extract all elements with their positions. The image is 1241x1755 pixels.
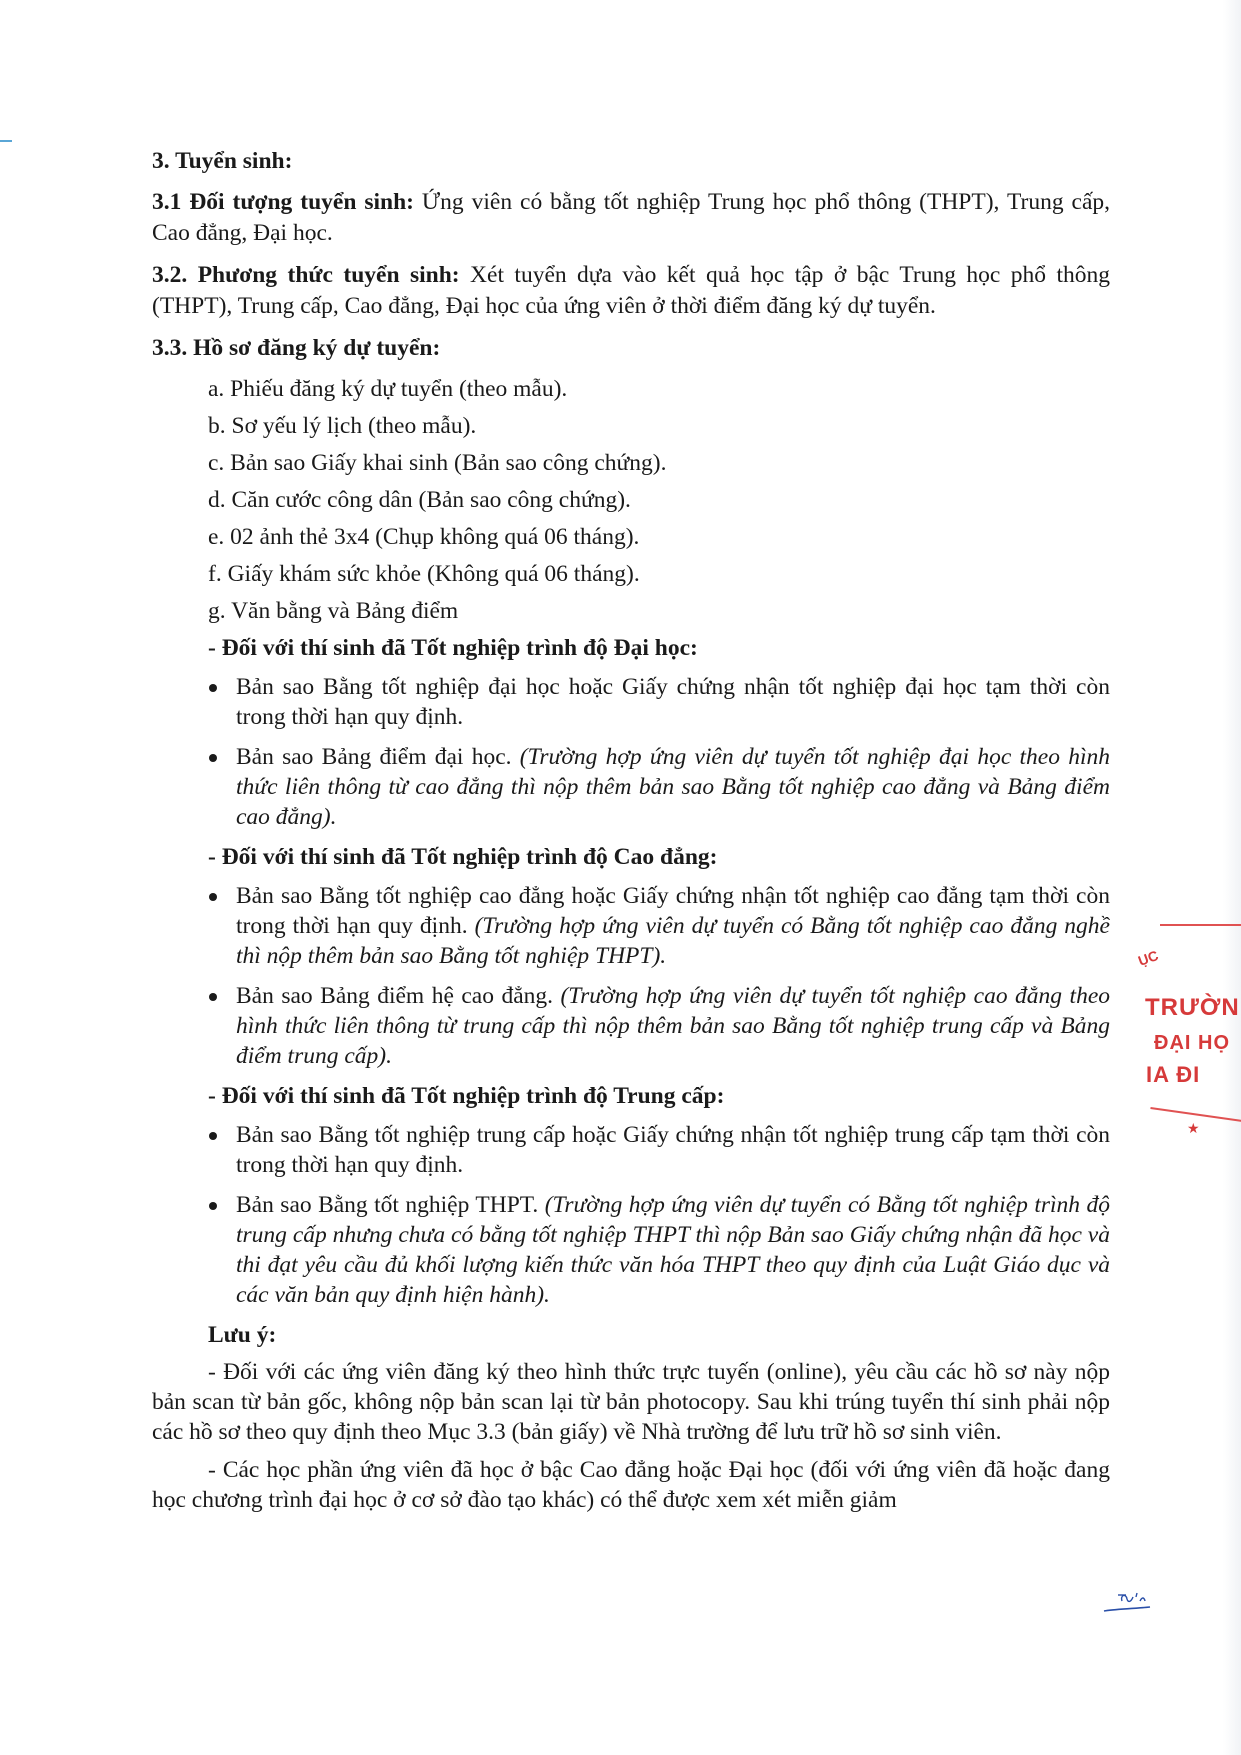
list-item: e. 02 ảnh thẻ 3x4 (Chụp không quá 06 tháng). xyxy=(208,524,640,550)
admission-target-paragraph xyxy=(152,187,1110,249)
official-stamp-fragment xyxy=(1130,910,1241,1150)
bullet-text: Bản sao Bảng điểm hệ cao đẳng. xyxy=(236,983,561,1009)
note-heading: Lưu ý: xyxy=(208,1322,277,1348)
admission-method-label: 3.2. Phương thức tuyển sinh: xyxy=(152,262,460,288)
college-heading: - Đối với thí sinh đã Tốt nghiệp trình độ Cao đẳng: xyxy=(208,844,718,870)
admission-method-text: Xét tuyển dựa vào kết quả học tập ở bậc Trung học phổ thông (THPT), Trung cấp, Cao đẳng, Đại học của ứng viên ở thời điểm đăng ký dự tuyển. xyxy=(152,262,1110,319)
admission-method-paragraph xyxy=(152,260,1110,322)
document-body xyxy=(152,146,1110,1523)
list-item: g. Văn bằng và Bảng điểm xyxy=(208,598,459,624)
list-item: b. Sơ yếu lý lịch (theo mẫu). xyxy=(208,413,477,439)
list-item: f. Giấy khám sức khỏe (Không quá 06 tháng). xyxy=(208,561,640,587)
stamp-text: TRƯỜN xyxy=(1145,994,1240,1021)
bullet-text: Bản sao Bảng điểm đại học. xyxy=(236,744,520,770)
handwritten-initial-signature xyxy=(1100,1587,1156,1617)
scan-margin-mark xyxy=(0,140,12,142)
list-item: a. Phiếu đăng ký dự tuyển (theo mẫu). xyxy=(208,376,568,402)
bullet-text: Bản sao Bằng tốt nghiệp cao đẳng hoặc Giấy chứng nhận tốt nghiệp cao đẳng tạm thời còn trong thời hạn quy định. xyxy=(236,883,1110,939)
bullet-text: Bản sao Bằng tốt nghiệp đại học hoặc Giấy chứng nhận tốt nghiệp đại học tạm thời còn trong thời hạn quy định. xyxy=(236,674,1110,730)
stamp-text: ỤC xyxy=(1135,947,1161,969)
star-icon: ★ xyxy=(1187,1120,1200,1136)
bullet-item xyxy=(236,672,1110,732)
bullet-text: Bản sao Bằng tốt nghiệp THPT. xyxy=(236,1192,545,1218)
bullet-item xyxy=(236,881,1110,971)
section-title: 3. Tuyển sinh: xyxy=(152,148,293,174)
intermediate-heading: - Đối với thí sinh đã Tốt nghiệp trình độ Trung cấp: xyxy=(208,1083,725,1109)
admission-target-text: Ứng viên có bằng tốt nghiệp Trung học phổ thông (THPT), Trung cấp, Cao đẳng, Đại học. xyxy=(152,189,1111,246)
bullet-note: (Trường hợp ứng viên dự tuyển tốt nghiệp cao đẳng theo hình thức liên thông từ trung cấp thì nộp thêm bản sao Bằng tốt nghiệp trung cấp và Bảng điểm trung cấp). xyxy=(236,983,1110,1069)
note-paragraph-online: - Đối với các ứng viên đăng ký theo hình thức trực tuyến (online), yêu cầu các hồ sơ này nộp bản scan từ bản gốc, không nộp bản scan lại từ bản photocopy. Sau khi trúng tuyển thí sinh phải nộp các hồ sơ theo quy định theo Mục 3.3 (bản giấy) về Nhà trường để lưu trữ hồ sơ sinh viên. xyxy=(152,1359,1110,1445)
university-heading: - Đối với thí sinh đã Tốt nghiệp trình độ Đại học: xyxy=(208,635,698,661)
bullet-item xyxy=(236,1190,1110,1310)
stamp-text: IA ĐI xyxy=(1146,1062,1201,1087)
application-docs-heading: 3.3. Hồ sơ đăng ký dự tuyển: xyxy=(152,335,441,361)
stamp-text: ĐẠI HỌ xyxy=(1154,1032,1230,1054)
stamp-ring-top xyxy=(1160,924,1241,926)
list-item: c. Bản sao Giấy khai sinh (Bản sao công chứng). xyxy=(208,450,667,476)
list-item: d. Căn cước công dân (Bản sao công chứng). xyxy=(208,487,631,513)
note-paragraph-exemption: - Các học phần ứng viên đã học ở bậc Cao đẳng hoặc Đại học (đối với ứng viên đã hoặc đang học chương trình đại học ở cơ sở đào tạo khác) có thể được xem xét miễn giảm xyxy=(152,1457,1110,1513)
bullet-note: (Trường hợp ứng viên dự tuyển tốt nghiệp đại học theo hình thức liên thông từ cao đẳng thì nộp thêm bản sao Bằng tốt nghiệp cao đẳng và Bảng điểm cao đẳng). xyxy=(236,744,1110,830)
application-docs-list xyxy=(152,374,1110,627)
bullet-item xyxy=(236,742,1110,832)
bullet-note: (Trường hợp ứng viên dự tuyển có Bằng tốt nghiệp cao đẳng nghề thì nộp thêm bản sao Bằng tốt nghiệp THPT). xyxy=(236,913,1110,969)
admission-target-label: 3.1 Đối tượng tuyển sinh: xyxy=(152,189,414,215)
bullet-text: Bản sao Bằng tốt nghiệp trung cấp hoặc Giấy chứng nhận tốt nghiệp trung cấp tạm thời còn trong thời hạn quy định. xyxy=(236,1122,1110,1178)
bullet-item xyxy=(236,981,1110,1071)
page-edge-shadow xyxy=(1223,0,1241,1755)
bullet-note: (Trường hợp ứng viên dự tuyển có Bằng tốt nghiệp trình độ trung cấp nhưng chưa có bằng tốt nghiệp THPT thì nộp Bản sao Giấy chứng nhận đã học và thi đạt yêu cầu đủ khối lượng kiến thức văn hóa THPT theo quy định của Luật Giáo dục và các văn bản quy định hiện hành). xyxy=(236,1192,1110,1308)
bullet-item xyxy=(236,1120,1110,1180)
